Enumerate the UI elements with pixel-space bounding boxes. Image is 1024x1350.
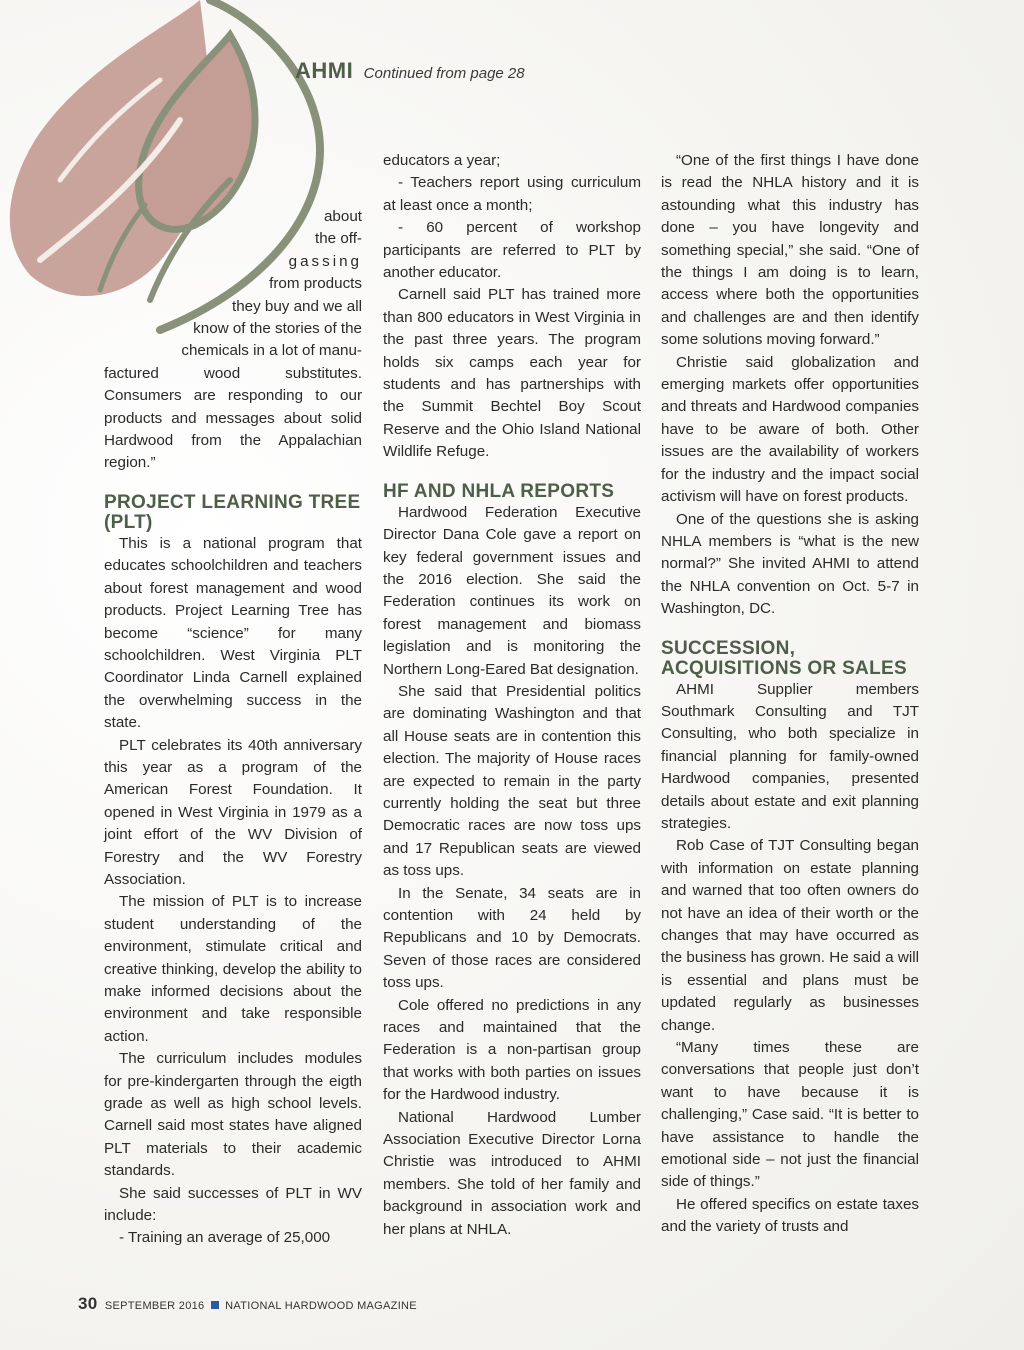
body-paragraph: AHMI Supplier members Southmark Consulting and TJT Consulting, who both specialize in financial planning for family-owned Hardwood companies, presented details about estate and exit planning strategies.: [661, 680, 919, 832]
column-1: [104, 150, 362, 1250]
article-header: [295, 58, 525, 84]
section-heading: PROJECT LEARNING TREE (PLT): [104, 491, 361, 533]
body-paragraph: - Teachers report using curriculum at least once a month;: [383, 174, 641, 214]
page-footer: [78, 1294, 417, 1314]
section-kicker: AHMI: [295, 58, 354, 83]
intro-line: the off-: [314, 230, 362, 248]
intro-wrapped-lines: [104, 206, 362, 363]
body-paragraph: Rob Case of TJT Consulting began with information on estate planning and warned that too often owners do not have an idea of their worth or the changes that may have occurred as the business has grown. He said a will is essential and plans must be updated regularly as businesses change.: [661, 837, 919, 1034]
magazine-name: NATIONAL HARDWOOD MAGAZINE: [225, 1300, 417, 1312]
intro-line: chemicals in a lot of manu-: [181, 342, 362, 360]
body-paragraph: PLT celebrates its 40th anniversary this year as a program of the American Forest Foundation. It opened in West Virginia in 1979 as a joint effort of the WV Division of Forestry and the WV Forestry Association.: [104, 736, 362, 888]
column-3: [661, 150, 919, 1239]
body-paragraph: - 60 percent of workshop participants are referred to PLT by another educator.: [383, 219, 641, 282]
body-paragraph: The curriculum includes modules for pre-kindergarten through the eigth grade as well as high school levels. Carnell said most states have aligned PLT materials to their academic standards.: [104, 1050, 362, 1180]
issue-date: SEPTEMBER 2016: [104, 1300, 205, 1312]
body-paragraph: Hardwood Federation Executive Director Dana Cole gave a report on key federal government issues and the 2016 election. She said the Federation continues its work on forest management and biomass legislation and is monitoring the Northern Long-Eared Bat designation.: [383, 503, 641, 678]
column-2: [383, 150, 641, 1241]
body-paragraph: She said that Presidential politics are dominating Washington and that all House seats are in contention this election. The majority of House races are expected to remain in the party currently holding the seat but three Democratic races are now toss ups and 17 Republican seats are viewed as toss ups.: [383, 682, 641, 880]
body-paragraph: One of the questions she is asking NHLA members is “what is the new normal?” She invited AHMI to attend the NHLA convention on Oct. 5-7 in Washington, DC.: [661, 510, 919, 618]
section-heading: HF AND NHLA REPORTS: [383, 480, 615, 502]
body-paragraph: The mission of PLT is to increase student understanding of the environment, stimulate critical and creative thinking, develop the ability to make informed decisions about the environment and take responsible action.: [104, 893, 362, 1045]
continued-note: Continued from page 28: [363, 65, 525, 82]
body-paragraph: educators a year;: [383, 152, 501, 169]
body-paragraph: Cole offered no predictions in any races and maintained that the Federation is a non-partisan group that works with both parties on issues for the Hardwood industry.: [383, 996, 641, 1104]
body-paragraph: In the Senate, 34 seats are in contention with 24 held by Republicans and 10 by Democrats. Seven of those races are considered toss ups.: [383, 884, 641, 992]
intro-line: about: [323, 208, 362, 225]
square-bullet-icon: [211, 1301, 219, 1309]
section-heading: SUCCESSION, ACQUISITIONS OR SALES: [661, 637, 907, 679]
body-paragraph: Christie said globalization and emerging markets offer opportunities and threats and Hardwood companies have to be aware of both. Other issues are the availability of workers for the industry and the impact social activism will have on forest products.: [661, 353, 919, 506]
body-paragraph: “Many times these are conversations that people just don’t want to have because it is challenging,” Case said. “It is better to have assistance to handle the emotional side – not just the financial side of things.”: [661, 1039, 919, 1191]
body-paragraph: This is a national program that educates schoolchildren and teachers about forest management and wood products. Project Learning Tree has become “science” for many schoolchildren. West Virginia PLT Coordinator Linda Carnell explained the overwhelming success in the state.: [104, 534, 362, 732]
body-paragraph: National Hardwood Lumber Association Executive Director Lorna Christie was introduced to AHMI members. She told of her family and background in association work and her plans at NHLA.: [383, 1108, 641, 1238]
body-paragraph: She said successes of PLT in WV include:: [104, 1184, 362, 1225]
intro-line: know of the stories of the: [193, 320, 362, 338]
intro-line: gassing: [288, 252, 362, 270]
intro-line: from products: [269, 275, 362, 293]
intro-line: they buy and we all: [231, 297, 362, 315]
body-paragraph: - Training an average of 25,000: [119, 1229, 331, 1247]
body-paragraph: “One of the first things I have done is read the NHLA history and it is astounding what this industry has done – you have longevity and something special,” she said. “One of the things I am doing is to learn, access where both the opportunities and challenges are and then identify some solutions moving forward.”: [661, 152, 919, 349]
body-paragraph: Carnell said PLT has trained more than 800 educators in West Virginia in the past three years. The program holds six camps each year for students and has partnerships with the Summit Bechtel Boy Scout Reserve and the Ohio Island National Wildlife Refuge.: [383, 286, 641, 461]
page-number: 30: [78, 1294, 98, 1313]
body-paragraph: He offered specifics on estate taxes and the variety of trusts and: [661, 1195, 919, 1236]
intro-paragraph-end: factured wood substitutes. Consumers are responding to our products and messages about solid Hardwood from the Appalachian region.”: [104, 364, 362, 472]
